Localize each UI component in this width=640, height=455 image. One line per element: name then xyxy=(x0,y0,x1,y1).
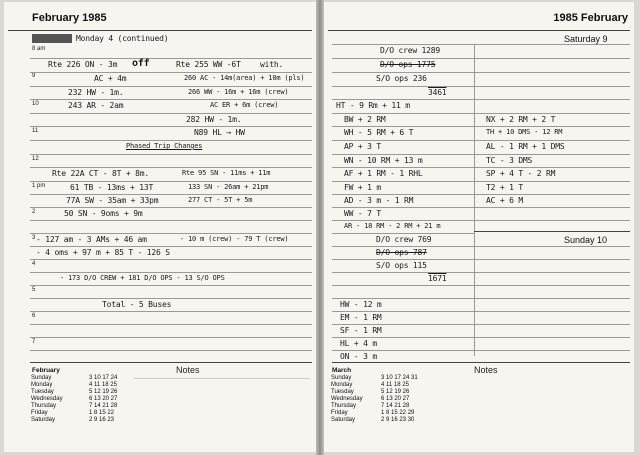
handwritten-entry: AC ER + 6m (crew) xyxy=(210,101,279,109)
handwritten-entry: - 127 am - 3 AMs + 46 am xyxy=(36,235,147,244)
line xyxy=(30,113,312,114)
line xyxy=(30,140,312,141)
line xyxy=(30,154,312,155)
calendar-row xyxy=(331,417,418,424)
handwritten-entry: Total - 5 Buses xyxy=(102,300,172,309)
line xyxy=(30,285,312,286)
calendar-day: Tuesday xyxy=(331,389,354,395)
handwritten-entry: EM - 1 RM xyxy=(340,313,382,322)
line xyxy=(332,194,630,195)
line xyxy=(30,72,312,73)
handwritten-entry: Rte 226 ON - 3m xyxy=(48,60,118,69)
handwritten-entry: AP + 3 T xyxy=(344,142,381,151)
calendar-row xyxy=(331,396,418,403)
handwritten-entry: HL + 4 m xyxy=(340,339,377,348)
day-title: Monday 4 (continued) xyxy=(76,34,169,43)
handwritten-entry: 260 AC - 14m(area) + 10m (pls) xyxy=(184,74,305,82)
calendar-row xyxy=(31,389,117,396)
calendar-dates: 6 13 20 27 xyxy=(89,396,118,402)
calendar-day: Sunday xyxy=(31,375,52,381)
handwritten-entry: Rte 255 WW -6T xyxy=(176,60,241,69)
calendar-month: February xyxy=(32,367,60,374)
time-label: 5 xyxy=(32,287,36,293)
line xyxy=(332,337,630,338)
line xyxy=(332,350,630,351)
line xyxy=(332,154,630,155)
right-page xyxy=(324,2,634,452)
calendar-day: Monday xyxy=(331,382,353,388)
handwritten-entry: Rte 22A CT - 8T + 8m. xyxy=(52,169,149,178)
handwritten-entry: - 4 oms + 97 m + 85 T - 126 S xyxy=(36,248,170,257)
calendar-day: Thursday xyxy=(331,403,357,409)
line xyxy=(332,86,630,87)
calendar-dates: 7 14 21 28 xyxy=(89,403,118,409)
line xyxy=(30,362,312,363)
time-label: 6 xyxy=(32,313,36,319)
time-label: 4 xyxy=(32,261,36,267)
handwritten-entry: FW + 1 m xyxy=(344,183,381,192)
calendar-day: Thursday xyxy=(31,403,57,409)
calendar-dates: 4 11 18 25 xyxy=(89,382,117,388)
calendar-day: Tuesday xyxy=(31,389,54,395)
handwritten-entry: AR - 18 RM - 2 RM + 21 m xyxy=(344,222,441,230)
calendar-row xyxy=(31,375,117,382)
line xyxy=(474,231,630,232)
handwritten-entry: AL - 1 RM + 1 DMS xyxy=(486,142,565,151)
handwritten-entry: AC + 4m xyxy=(94,74,127,83)
handwritten-entry: AF + 1 RM - 1 RHL xyxy=(344,169,423,178)
line xyxy=(30,86,312,87)
right-page-header: 1985 February xyxy=(553,12,628,24)
line xyxy=(332,285,630,286)
calendar-row xyxy=(331,403,418,410)
line xyxy=(332,220,630,221)
calendar-month: March xyxy=(332,367,352,374)
line xyxy=(30,99,312,100)
handwritten-entry: off xyxy=(132,58,150,69)
handwritten-entry: S/O ops 236 xyxy=(376,74,427,83)
line xyxy=(332,181,630,182)
handwritten-entry: N89 HL → HW xyxy=(194,128,245,137)
handwritten-entry: 50 SN - 9oms + 9m xyxy=(64,209,143,218)
time-label: 7 xyxy=(32,339,36,345)
handwritten-entry: BW + 2 RM xyxy=(344,115,386,124)
calendar-day: Saturday xyxy=(31,417,56,423)
calendar-day: Wednesday xyxy=(31,396,63,402)
calendar-dates: 3 10 17 24 xyxy=(89,375,118,381)
handwritten-entry: HW - 12 m xyxy=(340,300,382,309)
calendar-row xyxy=(331,389,418,396)
line xyxy=(30,272,312,273)
line xyxy=(30,259,312,260)
sunday-label: Sunday 10 xyxy=(564,235,608,245)
handwritten-entry: D/O crew 1289 xyxy=(380,46,441,55)
calendar-dates: 1 8 15 22 xyxy=(89,410,115,416)
handwritten-entry: 277 CT - 5T + 5m xyxy=(188,196,253,204)
line xyxy=(332,207,630,208)
handwritten-entry: SF - 1 RM xyxy=(340,326,382,335)
handwritten-entry: 282 HW - 1m. xyxy=(186,115,242,124)
line xyxy=(30,181,312,182)
line xyxy=(30,337,312,338)
line xyxy=(30,207,312,208)
line xyxy=(30,220,312,221)
handwritten-entry: TC - 3 DMS xyxy=(486,156,533,165)
line xyxy=(30,194,312,195)
notes-area xyxy=(134,378,310,439)
calendar-dates: 5 12 19 26 xyxy=(89,389,118,395)
handwritten-entry: TH + 10 DMS - 12 RM xyxy=(486,128,563,136)
handwritten-entry: - 173 D/O CREW + 181 D/O OPS - 13 S/O OPS xyxy=(60,274,225,282)
header-divider xyxy=(328,30,630,31)
handwritten-entry: T2 + 1 T xyxy=(486,183,523,192)
line xyxy=(332,311,630,312)
calendar-row xyxy=(31,417,117,424)
handwritten-entry: 61 TB - 13ms + 13T xyxy=(70,183,154,192)
handwritten-entry: with. xyxy=(260,60,284,69)
line xyxy=(332,324,630,325)
column-divider xyxy=(474,44,475,356)
handwritten-heading: Phased Trip Changes xyxy=(126,142,203,150)
line xyxy=(30,246,312,247)
handwritten-entry: D/O ops 1775 xyxy=(380,60,436,69)
time-label: 8 am xyxy=(32,46,46,52)
calendar-row xyxy=(31,403,117,410)
calendar-row xyxy=(331,382,418,389)
book-spine xyxy=(316,0,324,455)
line xyxy=(332,362,630,363)
handwritten-entry: S/O ops 115 xyxy=(376,261,427,270)
calendar-row xyxy=(31,396,117,403)
line xyxy=(30,233,312,234)
line xyxy=(30,311,312,312)
handwritten-entry: WW - 7 T xyxy=(344,209,381,218)
handwritten-entry: 232 HW - 1m. xyxy=(68,88,124,97)
calendar-day: Sunday xyxy=(331,375,352,381)
calendar-row xyxy=(331,375,418,382)
handwritten-entry: 266 WW - 16m + 16m (crew) xyxy=(188,88,289,96)
calendar-dates: 4 11 18 25 xyxy=(381,382,409,388)
notes-label: Notes xyxy=(474,365,498,375)
line xyxy=(30,167,312,168)
calendar-dates: 1 8 15 22 29 xyxy=(381,410,415,416)
line xyxy=(332,259,630,260)
handwritten-total: 1671 xyxy=(428,274,447,283)
line xyxy=(332,140,630,141)
left-page xyxy=(4,2,316,452)
handwritten-entry: 77A SW - 35am + 33pm xyxy=(66,196,159,205)
handwritten-entry: SP + 4 T - 2 RM xyxy=(486,169,556,178)
handwritten-entry: 243 AR - 2am xyxy=(68,101,124,110)
line xyxy=(332,113,630,114)
line xyxy=(30,58,312,59)
calendar-day: Monday xyxy=(31,382,53,388)
time-label: 10 xyxy=(32,101,39,107)
handwritten-entry: HT - 9 Rm + 11 m xyxy=(336,101,410,110)
handwritten-entry: D/O ops 787 xyxy=(376,248,427,257)
left-page-header: February 1985 xyxy=(32,12,107,24)
line xyxy=(332,126,630,127)
time-label: 3 xyxy=(32,235,36,241)
time-label: 12 xyxy=(32,156,39,162)
mini-calendar xyxy=(331,375,418,424)
calendar-row xyxy=(331,410,418,417)
time-label: 1 pm xyxy=(32,183,46,189)
handwritten-entry: D/O crew 769 xyxy=(376,235,432,244)
calendar-day: Friday xyxy=(331,410,348,416)
calendar-dates: 2 9 16 23 30 xyxy=(381,417,415,423)
calendar-dates: 3 10 17 24 31 xyxy=(381,375,418,381)
line xyxy=(332,272,630,273)
line xyxy=(332,99,630,100)
line xyxy=(30,298,312,299)
header-divider xyxy=(8,30,312,31)
calendar-dates: 5 12 19 26 xyxy=(381,389,410,395)
handwritten-entry: NX + 2 RM + 2 T xyxy=(486,115,556,124)
line xyxy=(332,44,630,45)
handwritten-entry: ON - 3 m xyxy=(340,352,377,361)
handwritten-entry: - 10 m (crew) - 79 T (crew) xyxy=(180,235,289,243)
line xyxy=(332,298,630,299)
handwritten-entry: AC + 6 M xyxy=(486,196,523,205)
time-label: 2 xyxy=(32,209,36,215)
calendar-day: Saturday xyxy=(331,417,356,423)
redaction-mark xyxy=(32,34,72,43)
line xyxy=(30,350,312,351)
time-label: 9 xyxy=(32,73,36,79)
calendar-day: Friday xyxy=(31,410,48,416)
line xyxy=(332,72,630,73)
line xyxy=(332,246,630,247)
calendar-dates: 6 13 20 27 xyxy=(381,396,410,402)
calendar-row xyxy=(31,382,117,389)
handwritten-entry: AD - 3 m - 1 RM xyxy=(344,196,414,205)
time-label: 11 xyxy=(32,128,39,134)
handwritten-entry: Rte 95 SN - 11ms + 11m xyxy=(182,169,271,177)
handwritten-total: 3461 xyxy=(428,88,447,97)
line xyxy=(332,233,474,234)
line xyxy=(30,324,312,325)
handwritten-entry: WH - 5 RM + 6 T xyxy=(344,128,414,137)
line xyxy=(332,58,630,59)
calendar-dates: 7 14 21 28 xyxy=(381,403,410,409)
notes-label: Notes xyxy=(176,365,200,375)
handwritten-entry: WN - 10 RM + 13 m xyxy=(344,156,423,165)
handwritten-entry: 133 SN - 26am + 21pm xyxy=(188,183,269,191)
saturday-label: Saturday 9 xyxy=(564,34,608,44)
calendar-row xyxy=(31,410,117,417)
line xyxy=(332,167,630,168)
calendar-dates: 2 9 16 23 xyxy=(89,417,115,423)
line xyxy=(30,126,312,127)
mini-calendar xyxy=(31,375,117,424)
calendar-day: Wednesday xyxy=(331,396,363,402)
